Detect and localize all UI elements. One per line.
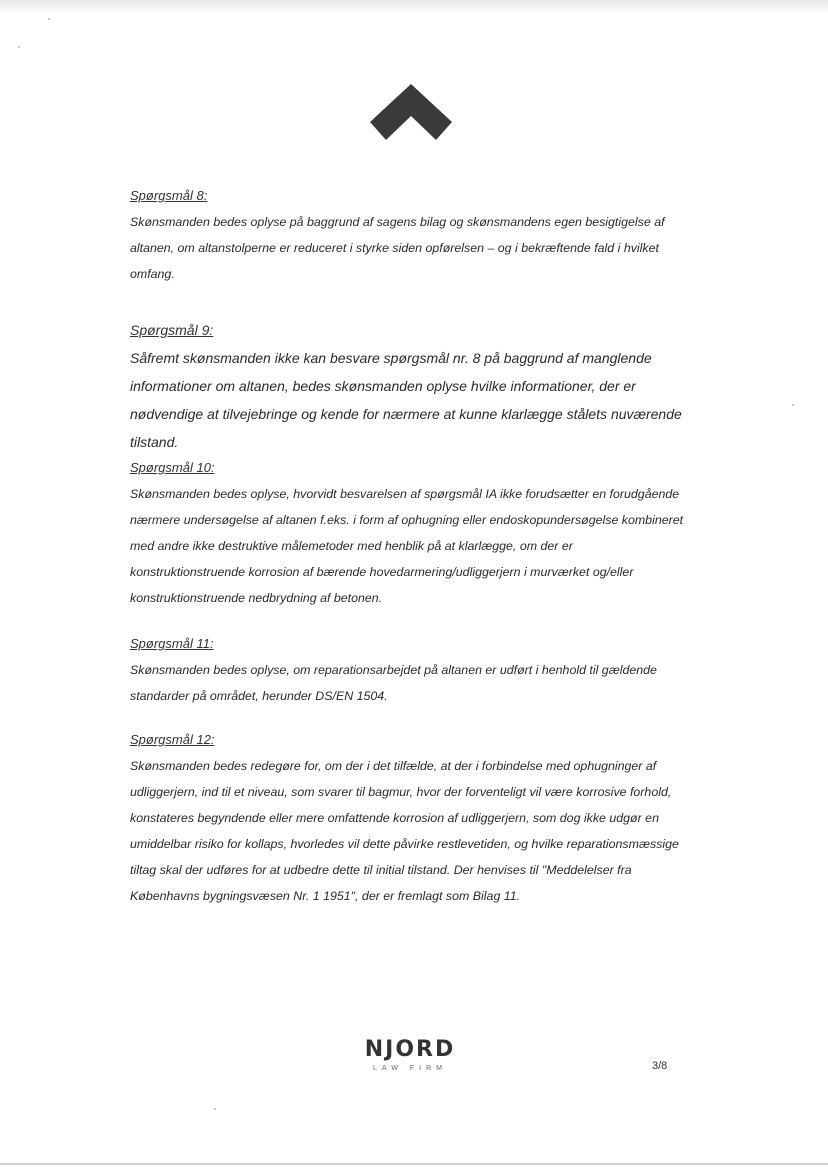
question-8-body: Skønsmanden bedes oplyse på baggrund af sagens bilag og skønsmandens egen besigtigelse af altanen, om altanstolperne er reduceret i styrke siden opførelsen – og i bekræftende fald i hvilket omfang. — [130, 215, 665, 281]
firm-name: NJORD — [364, 1037, 456, 1062]
question-11-body: Skønsmanden bedes oplyse, om reparationsarbejdet på altanen er udført i henhold til gældende standarder på området, herunder DS/EN 1504. — [130, 663, 657, 703]
question-8-heading: Spørgsmål 8: — [130, 188, 208, 203]
question-12-heading: Spørgsmål 12: — [130, 732, 215, 747]
scan-top-edge — [0, 0, 828, 14]
question-12 — [130, 732, 690, 909]
question-9-body: Såfremt skønsmanden ikke kan besvare spørgsmål nr. 8 på baggrund af manglende informationer om altanen, bedes skønsmanden oplyse hvilke informationer, der er nødvendige at tilvejebringe og kende for nærmere at kunne klarlægge stålets nuværende tilstand. — [130, 350, 682, 450]
question-8 — [130, 188, 690, 287]
question-10 — [130, 460, 690, 611]
question-11 — [130, 636, 690, 709]
page-number: 3/8 — [652, 1060, 668, 1072]
question-11-heading: Spørgsmål 11: — [130, 636, 214, 651]
scan-speck — [214, 1108, 216, 1110]
firm-logo — [330, 1038, 490, 1072]
question-12-body: Skønsmanden bedes redegøre for, om der i det tilfælde, at der i forbindelse med ophugninger af udliggerjern, ind til et niveau, som svarer til bagmur, hvor der forventeligt vil være korrosive forhold, konstateres begyndende eller mere omfattende korrosion af udliggerjern, som dog ikke udgør en umiddelbar risiko for kollaps, hvorledes vil dette påvirke restlevetiden, og hvilke reparationsmæssige tiltag skal der udføres for at udbedre dette til initial tilstand. Der henvises til "Meddelelser fra Københavns bygningsvæsen Nr. 1 1951", der er fremlagt som Bilag 11. — [130, 759, 679, 903]
scan-speck — [18, 46, 20, 48]
scan-speck — [48, 18, 50, 20]
question-10-body: Skønsmanden bedes oplyse, hvorvidt besvarelsen af spørgsmål IA ikke forudsætter en forudgående nærmere undersøgelse af altanen f.eks. i form af ophugning eller endoskopundersøgelse kombineret med andre ikke destruktive målemetoder med henblik på at klarlægge, om der er konstruktionstruende korrosion af bærende hovedarmering/udliggerjern i murværket og/eller konstruktionstruende nedbrydning af betonen. — [130, 487, 684, 605]
scan-bottom-edge — [0, 1163, 828, 1165]
question-9-heading: Spørgsmål 9: — [130, 322, 214, 338]
question-9 — [130, 322, 690, 456]
firm-subtitle: LAW FIRM — [373, 1065, 447, 1072]
chevron-logo-icon — [368, 82, 454, 142]
question-10-heading: Spørgsmål 10: — [130, 460, 215, 475]
scan-speck — [792, 404, 794, 406]
